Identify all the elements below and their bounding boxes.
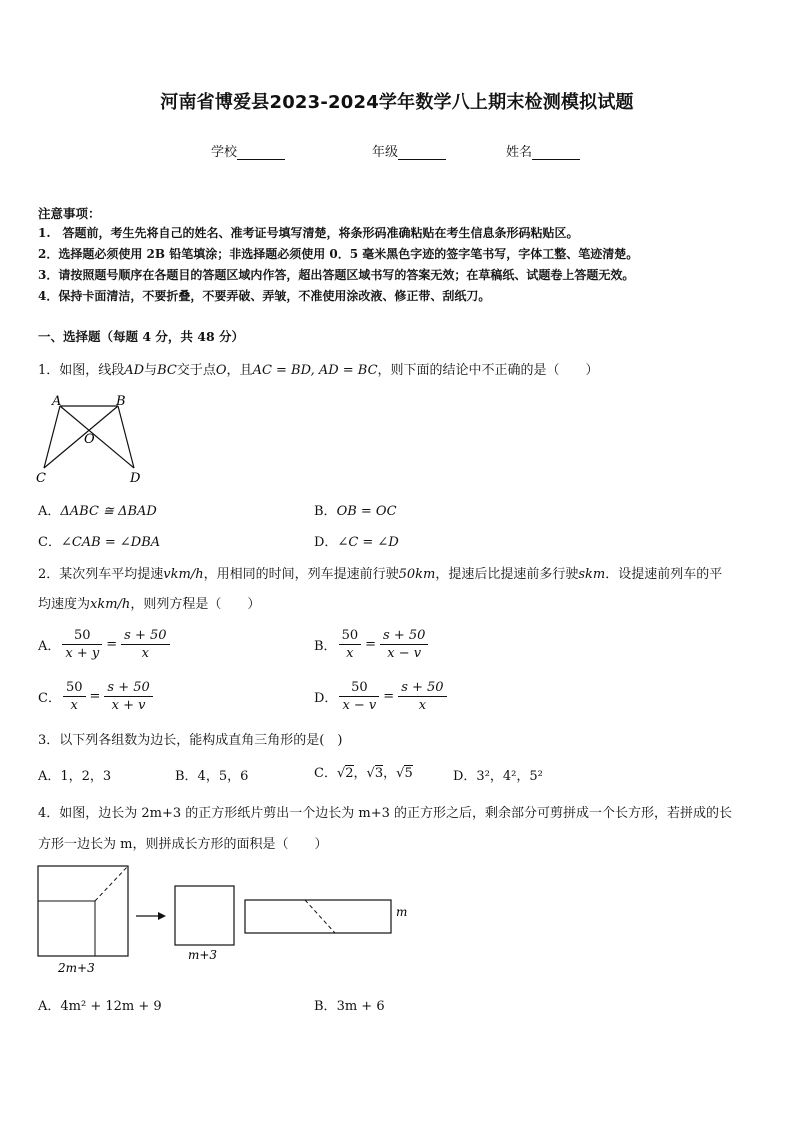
label-rect: m: [396, 905, 408, 919]
segment-bc: BC: [157, 363, 177, 378]
label-o: O: [84, 432, 95, 447]
label-d: D: [130, 471, 141, 486]
q1-option-d[interactable]: D．∠C = ∠D: [314, 535, 399, 550]
page-title: 河南省博爱县2023-2024学年数学八上期末检测模拟试题: [160, 92, 634, 113]
question-4-line-2: 方形一边长为 m，则拼成长方形的面积是（ ）: [38, 837, 328, 852]
q3-option-a[interactable]: A．1，2，3: [38, 769, 112, 784]
question-2-line-1: 2．某次列车平均提速vkm/h，用相同的时间，列车提速前行驶50km，提速后比提速前多行驶skm．设提速前列车的平: [38, 567, 723, 582]
label-small: m+3: [188, 948, 218, 962]
fraction: $\frac{50}{x + y}$: [62, 628, 102, 661]
question-4-figure: [30, 858, 420, 978]
fraction: $\frac{s + 50}{x}$: [398, 680, 446, 713]
question-3-text: 3．以下列各组数为边长，能构成直角三角形的是( ): [38, 733, 343, 748]
fraction: $\frac{s + 50}{x}$: [121, 628, 169, 661]
school-blank: [237, 147, 285, 160]
q3-option-b[interactable]: B．4，5，6: [175, 769, 249, 784]
question-2-line-2: 均速度为xkm/h，则列方程是（ ）: [38, 597, 261, 612]
name-field: [506, 141, 580, 160]
q4-option-b[interactable]: B．3m + 6: [314, 999, 385, 1014]
school-label: 学校: [211, 145, 238, 160]
q2-option-b[interactable]: B． $\frac{50}{x}$ = $\frac{s + 50}{x - v}$: [314, 628, 430, 661]
question-1-figure: [30, 390, 150, 486]
q3-option-c[interactable]: C．√2，√3，√5: [314, 766, 413, 781]
q1-option-c[interactable]: C．∠CAB = ∠DBA: [38, 535, 161, 550]
condition: AC = BD, AD = BC: [252, 363, 378, 378]
segment-ad: AD: [124, 363, 145, 378]
label-b: B: [116, 394, 126, 409]
question-4-line-1: 4．如图，边长为 2m+3 的正方形纸片剪出一个边长为 m+3 的正方形之后，剩余部分可剪拼成一个长方形，若拼成的长: [38, 806, 733, 821]
name-blank: [532, 147, 580, 160]
q2-option-d[interactable]: D． $\frac{50}{x - v}$ = $\frac{s + 50}{x}$: [314, 680, 449, 713]
fraction: $\frac{s + 50}{x - v}$: [380, 628, 428, 661]
notice-item: 3．请按照题号顺序在各题目的答题区域内作答，超出答题区域书写的答案无效；在草稿纸、试题卷上答题无效。: [38, 268, 635, 282]
notice-heading: 注意事项：: [38, 206, 101, 221]
fraction: $\frac{50}{x - v}$: [339, 680, 379, 713]
q1-option-b[interactable]: B．OB = OC: [314, 504, 397, 519]
sqrt-symbol: √: [366, 766, 375, 781]
section-heading: 一、选择题（每题 4 分，共 48 分）: [38, 329, 245, 344]
grade-label: 年级: [372, 145, 399, 160]
fraction: $\frac{50}{x}$: [339, 628, 362, 661]
name-label: 姓名: [506, 145, 533, 160]
q2-option-c[interactable]: C． $\frac{50}{x}$ = $\frac{s + 50}{x + v}$: [38, 680, 155, 713]
notice-item: 4．保持卡面清洁，不要折叠，不要弄破、弄皱，不准使用涂改液、修正带、刮纸刀。: [38, 289, 491, 303]
label-c: C: [36, 471, 46, 486]
notice-item: 2．选择题必须使用 2B 铅笔填涂；非选择题必须使用 0．5 毫米黑色字迹的签字笔书写，字体工整、笔迹清楚。: [38, 247, 639, 261]
q4-option-a[interactable]: A．4m² + 12m + 9: [38, 999, 162, 1014]
point-o: O: [215, 363, 227, 378]
q3-option-d[interactable]: D．3²，4²，5²: [453, 769, 543, 784]
notice-item: 1. 答题前，考生先将自己的姓名、准考证号填写清楚，将条形码准确粘贴在考生信息条形码粘贴区。: [38, 226, 579, 240]
fraction: $\frac{50}{x}$: [63, 680, 86, 713]
label-a: A: [52, 394, 62, 409]
sqrt-symbol: √: [396, 766, 405, 781]
question-1-text: 1．如图，线段AD与BC交于点O，且AC = BD, AD = BC，则下面的结论中不正确的是（ ）: [38, 363, 599, 378]
sqrt-symbol: √: [336, 766, 346, 781]
school-field: [211, 141, 285, 160]
q2-option-a[interactable]: A． $\frac{50}{x + y}$ = $\frac{s + 50}{x}$: [38, 628, 172, 661]
grade-blank: [398, 147, 446, 160]
label-big: 2m+3: [58, 961, 95, 975]
grade-field: [372, 141, 446, 160]
fraction: $\frac{s + 50}{x + v}$: [104, 680, 152, 713]
q1-option-a[interactable]: A．ΔABC ≅ ΔBAD: [38, 504, 157, 519]
